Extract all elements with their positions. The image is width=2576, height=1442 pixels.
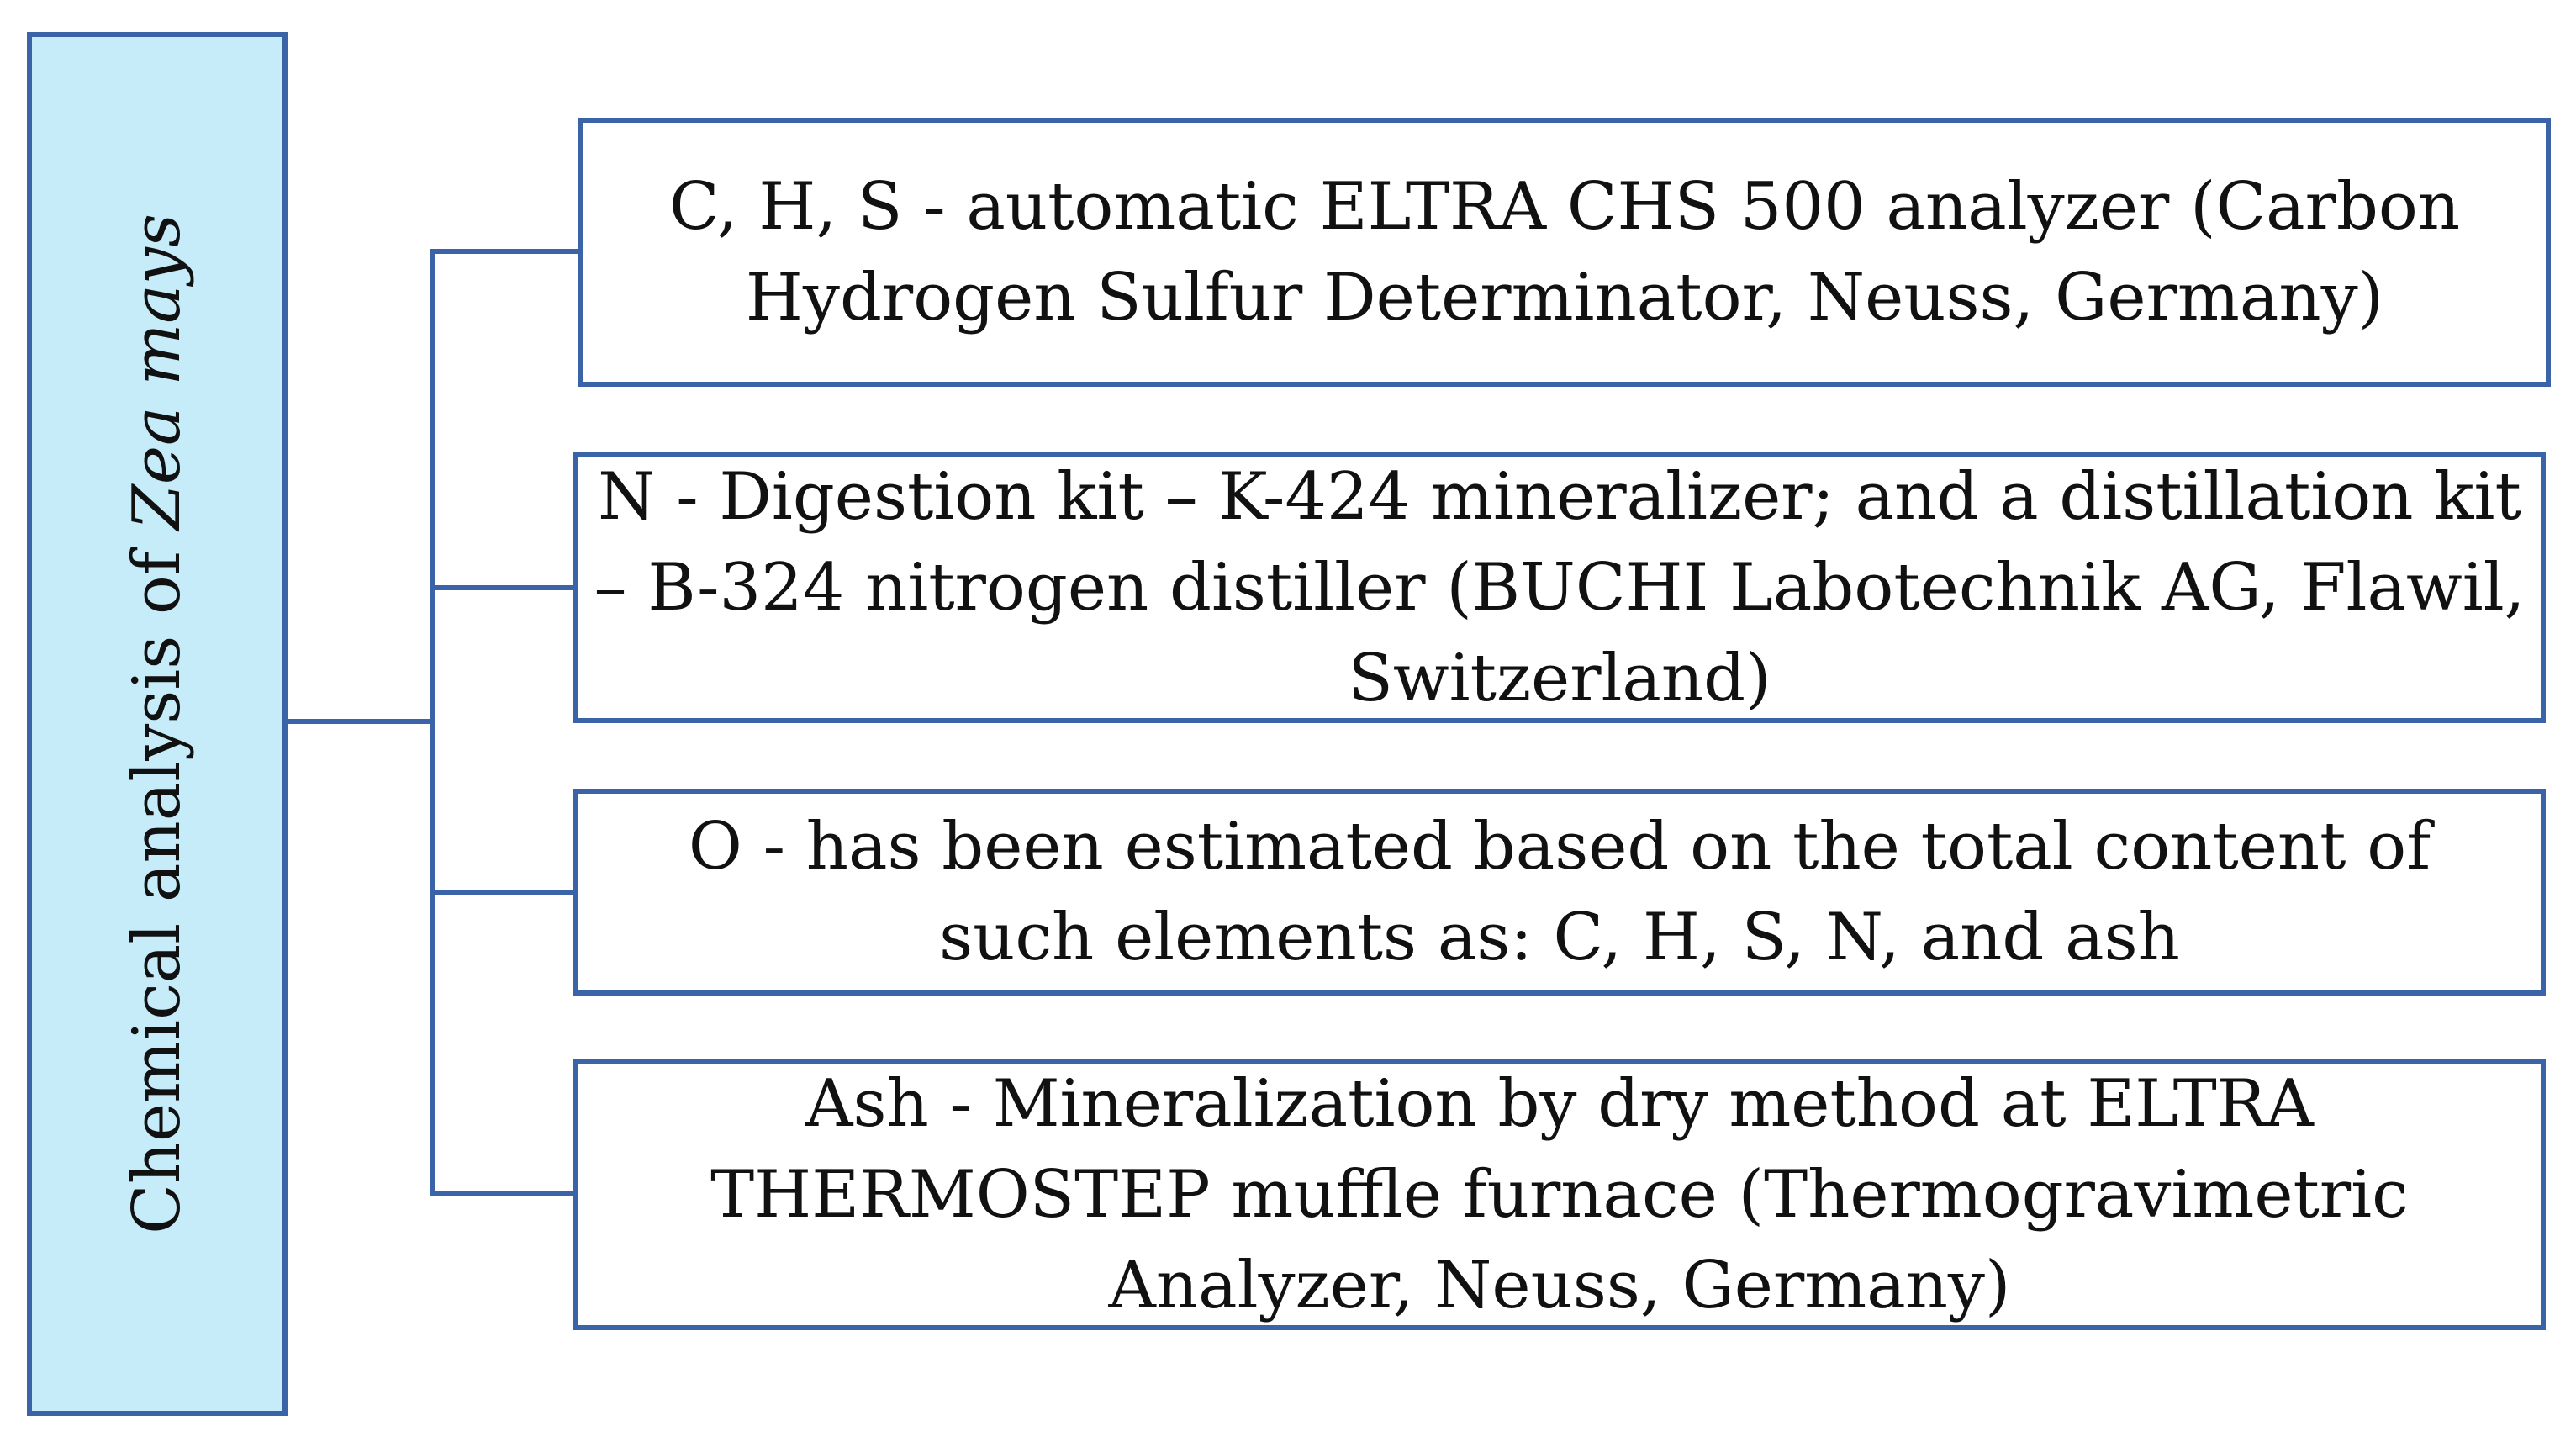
root-label-prefix: Chemical analysis of <box>119 530 195 1234</box>
branch-connector-4 <box>430 1191 573 1196</box>
branch-box-oxygen <box>573 789 2546 996</box>
root-label <box>119 51 195 1397</box>
branch-text-nitrogen: N - Digestion kit – K-424 mineralizer; and a distillation kit – B-324 nitrogen distiller (BUCHI Labotechnik AG, Flawil, Switzerland) <box>594 459 2526 716</box>
root-connector <box>288 719 435 724</box>
branch-connector-1 <box>430 249 578 254</box>
branch-text-ash: Ash - Mineralization by dry method at ELTRA THERMOSTEP muffle furnace (Thermogravimetric Analyzer, Neuss, Germany) <box>710 1066 2409 1323</box>
branch-box-nitrogen <box>573 452 2546 723</box>
root-label-species: Zea mays <box>119 214 195 531</box>
branch-text-chs: C, H, S - automatic ELTRA CHS 500 analyzer (Carbon Hydrogen Sulfur Determinator, Neuss, Germany) <box>668 169 2461 335</box>
branch-connector-2 <box>430 585 573 590</box>
branch-connector-3 <box>430 890 573 895</box>
branch-text-oxygen: O - has been estimated based on the total content of such elements as: C, H, S, N, and ash <box>688 809 2431 975</box>
branch-box-ash <box>573 1059 2546 1330</box>
trunk-connector <box>430 249 435 1196</box>
branch-box-chs <box>578 118 2551 387</box>
root-node <box>27 32 288 1416</box>
